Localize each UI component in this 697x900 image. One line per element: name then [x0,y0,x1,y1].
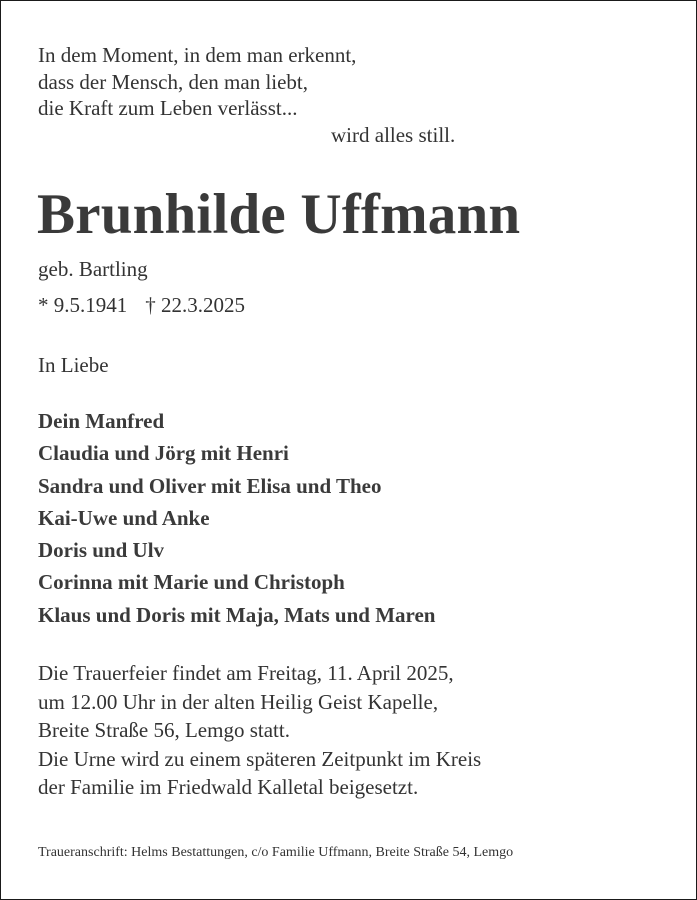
family-member: Sandra und Oliver mit Elisa und Theo [38,473,382,498]
family-member: Corinna mit Marie und Christoph [38,570,345,595]
family-list [38,405,435,631]
mourning-address: Traueranschrift: Helms Bestattungen, c/o Familie Uffmann, Breite Straße 54, Lemgo [38,845,514,860]
birth-date: * 9.5.1941 [38,293,128,317]
poem [38,42,455,148]
maiden-name: geb. Bartling [38,257,148,281]
family-member: Claudia und Jörg mit Henri [38,441,289,466]
funeral-service-info [38,659,481,802]
family-member: Klaus und Doris mit Maja, Mats und Maren [38,602,436,627]
service-line: Die Trauerfeier findet am Freitag, 11. April 2025, [38,661,454,685]
deceased-name: Brunhilde Uffmann [37,183,521,246]
poem-line: die Kraft zum Leben verlässt... [38,96,298,120]
family-member: Dein Manfred [38,409,165,433]
poem-line: wird alles still. [331,122,456,147]
service-line: Breite Straße 56, Lemgo statt. [38,718,290,742]
poem-line: In dem Moment, in dem man erkennt, [38,43,357,67]
poem-line: dass der Mensch, den man liebt, [38,69,309,94]
in-love-line: In Liebe [38,353,109,377]
service-line: der Familie im Friedwald Kalletal beigesetzt. [38,775,419,799]
death-date: † 22.3.2025 [145,293,245,317]
family-member: Doris und Ulv [38,538,165,563]
service-line: um 12.00 Uhr in der alten Heilig Geist Kapelle, [38,689,439,714]
life-dates [38,292,245,318]
family-member: Kai-Uwe und Anke [38,505,210,530]
service-line: Die Urne wird zu einem späteren Zeitpunkt im Kreis [38,746,482,771]
